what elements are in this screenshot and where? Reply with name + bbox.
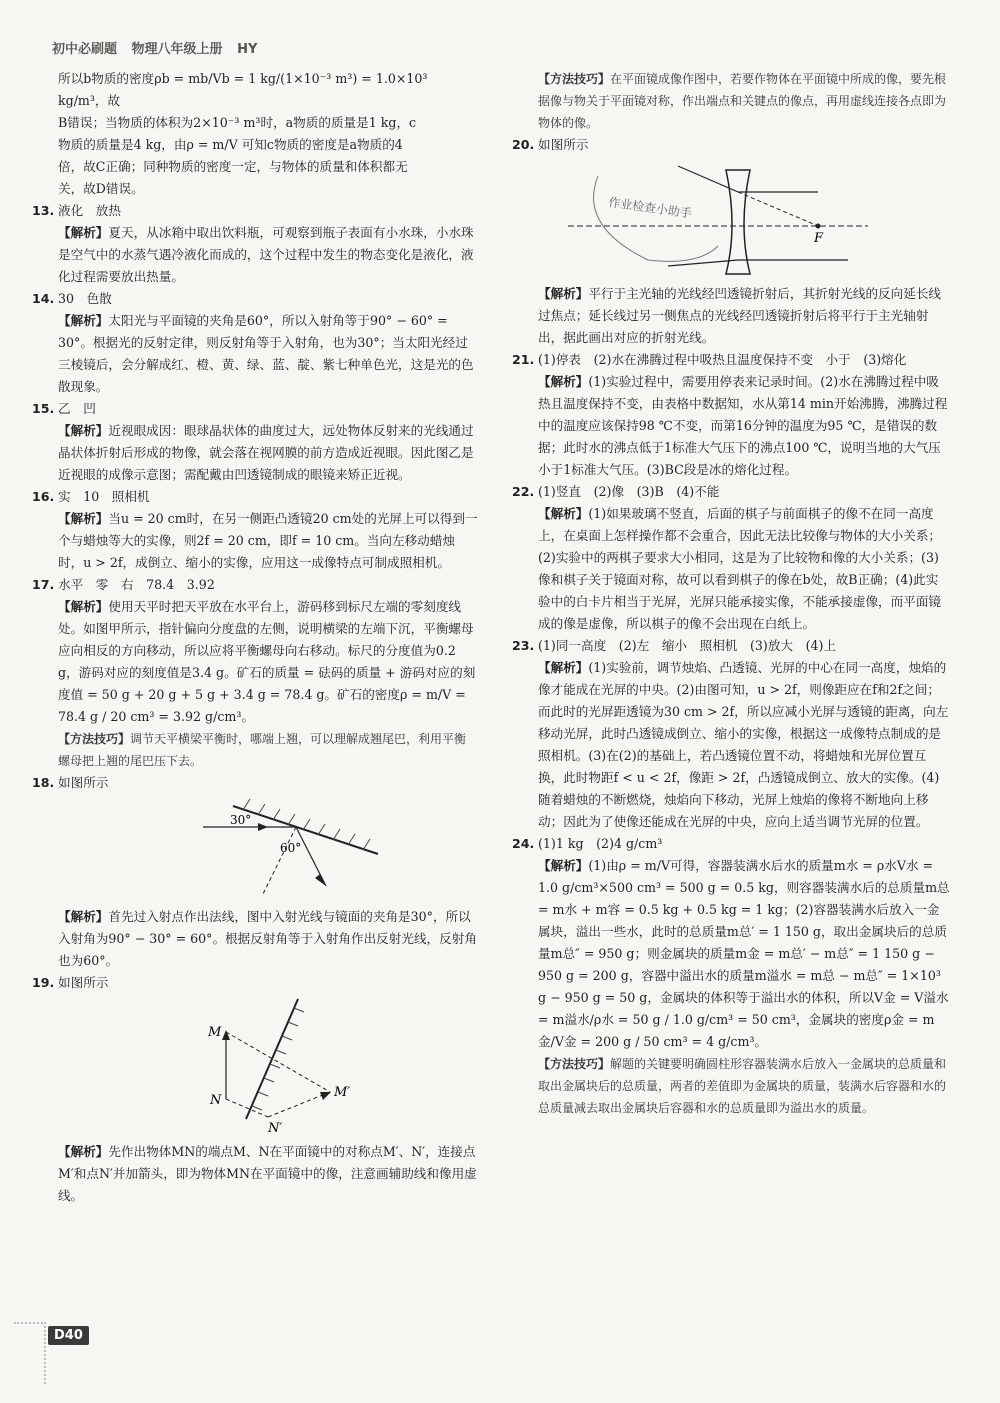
analysis-tag: 【解析】 (58, 313, 109, 328)
question-23 (512, 635, 950, 833)
answer: 30 色散 (58, 291, 112, 306)
analysis-tag: 【解析】 (538, 374, 589, 389)
analysis-text: 先作出物体MN的端点M、N在平面镜中的对称点M′、N′，连接点M′和点N′并加箭头，即为物体MN在平面镜中的像，注意画辅助线和像用虚线。 (58, 1144, 477, 1203)
normal-line (263, 827, 296, 894)
corner-decoration (14, 1322, 46, 1384)
analysis-text: 太阳光与平面镜的夹角是60°，所以入射角等于90° − 60° = 30°。根据光的反射定律，则反射角等于入射角，也为30°；当太阳光经过三棱镜后，会分解成红、橙、黄、绿、蓝、靛、紫七种单色光，这是光的色散现象。 (58, 313, 474, 394)
text-line: 关，故D错误。 (58, 181, 144, 196)
answer: (1)竖直 (2)像 (3)B (4)不能 (538, 484, 720, 499)
focus-point (816, 224, 821, 229)
answer: 如图所示 (58, 975, 109, 990)
analysis-text: 首先过入射点作出法线，图中入射光线与镜面的夹角是30°，所以入射角为90° − 30° = 60°。根据反射角等于入射角作出反射光线，反射角也为60°。 (58, 909, 477, 968)
analysis-tag: 【解析】 (538, 660, 589, 675)
method-tip-text: 在平面镜成像作图中，若要作物体在平面镜中所成的像，要先根据像与物关于平面镜对称，作出端点和关键点的像点，再用虚线连接各点即为物体的像。 (538, 72, 947, 130)
question-number: 18. (32, 775, 55, 790)
answer: 如图所示 (58, 775, 109, 790)
q19-method-tip (538, 68, 950, 134)
book-edition: HY (237, 42, 258, 57)
image-mn (268, 1092, 330, 1117)
concave-lens (726, 170, 750, 274)
method-tip-tag: 【方法技巧】 (58, 732, 131, 746)
angle-60-label: 60° (280, 841, 302, 855)
ray-extension (738, 192, 818, 226)
angle-30-label: 30° (230, 813, 252, 827)
analysis-text: (1)如果玻璃不竖直，后面的棋子与前面棋子的像不在同一高度上，在桌面上怎样操作都不会重合，因此无法比较像与物体的大小关系；(2)实验中的两棋子要求大小相同，这是为了比较物和像的大小关系；(3)像和棋子关于镜面对称，故可以看到棋子的像在b处，故B正确；(4)此实验中的白卡片相当于光屏，光屏只能承接实像，不能承接虚像，而平面镜成的像是虚像，所以棋子的像不会出现在白纸上。 (538, 506, 941, 631)
label-f: F (814, 231, 824, 246)
question-number: 16. (32, 489, 55, 504)
answer: (1)1 kg (2)4 g/cm³ (538, 836, 663, 851)
analysis-text: (1)实验前，调节烛焰、凸透镜、光屏的中心在同一高度，烛焰的像才能成在光屏的中央。(2)由图可知，u > 2f，则像距应在f和2f之间；而此时的光屏距透镜为30 cm > 2f，所以应减小光屏与透镜的距离，向左移动光屏，此时凸透镜成倒立、缩小的实像，根据这一成像特点制成的是照相机。(3)在(2)的基础上，若凸透镜位置不动，将蜡烛和光屏位置互换，此时物距f < u < 2f，像距 > 2f，凸透镜成倒立、放大的实像。(4)随着蜡烛的不断燃烧，烛焰向下移动，光屏上烛焰的像将不断地向上移动；因此为了使像还能成在光屏的中央，应向上适当调节光屏的位置。 (538, 660, 949, 829)
q12-continuation (58, 68, 478, 200)
analysis-tag: 【解析】 (58, 909, 109, 924)
answer: 水平 零 右 78.4 3.92 (58, 577, 215, 592)
page-header (52, 38, 267, 57)
question-15 (32, 398, 478, 486)
text-line: 倍，故C正确；同种物质的密度一定，与物体的质量和体积都无 (58, 159, 408, 174)
plane-mirror-diagram (58, 994, 478, 1134)
analysis-text: 平行于主光轴的光线经凹透镜折射后，其折射光线的反向延长线过焦点；延长线过另一侧焦点的光线经凹透镜折射后将平行于主光轴射出，据此画出对应的折射光线。 (538, 286, 941, 345)
question-20 (512, 134, 950, 349)
question-number: 14. (32, 291, 55, 306)
answer: (1)停表 (2)水在沸腾过程中吸热且温度保持不变 小于 (3)熔化 (538, 352, 907, 367)
answer: 实 10 照相机 (58, 489, 150, 504)
answer: 液化 放热 (58, 203, 121, 218)
analysis-tag: 【解析】 (58, 511, 109, 526)
analysis-text: 当u = 20 cm时，在另一侧距凸透镜20 cm处的光屏上可以得到一个与蜡烛等大的实像，则2f = 20 cm，即f = 10 cm。当向左移动蜡烛时，u > 2f，成倒立、缩小的实像，应用这一成像特点可制成照相机。 (58, 511, 478, 570)
question-number: 24. (512, 836, 535, 851)
question-13 (32, 200, 478, 288)
question-22 (512, 481, 950, 635)
question-number: 21. (512, 352, 535, 367)
answer: (1)同一高度 (2)左 缩小 照相机 (3)放大 (4)上 (538, 638, 837, 653)
method-tip-text: 解题的关键要明确圆柱形容器装满水后放入一金属块的总质量和取出金属块后的总质量，两者的差值即为金属块的质量，装满水后容器和水的总质量减去取出金属块后容器和水的总质量即为溢出水的质量。 (538, 1057, 947, 1115)
page-number: D40 (48, 1326, 89, 1345)
concave-lens-diagram (538, 156, 950, 276)
reflection-diagram (58, 794, 478, 899)
question-number: 15. (32, 401, 55, 416)
analysis-tag: 【解析】 (58, 599, 109, 614)
analysis-text: (1)实验过程中，需要用停表来记录时间。(2)水在沸腾过程中吸热且温度保持不变，由表格中数据知，水从第14 min开始沸腾，沸腾过程中的温度应该保持98 ℃不变，而第16分钟的温度为95 ℃，是错误的数据；此时水的沸点低于1标准大气压下的沸点100 ℃，说明当地的大气压小于1标准大气压。(3)BC段是冰的熔化过程。 (538, 374, 948, 477)
left-column (32, 68, 478, 1207)
analysis-text: 夏天，从冰箱中取出饮料瓶，可观察到瓶子表面有小水珠，小水珠是空气中的水蒸气遇冷液化而成的，这个过程中发生的物态变化是液化，液化过程需要放出热量。 (58, 225, 474, 284)
aux-line-m (226, 1032, 330, 1092)
question-18 (32, 772, 478, 972)
analysis-text: 近视眼成因：眼球晶状体的曲度过大，远处物体反射来的光线通过晶状体折射后形成的物像，就会落在视网膜的前方造成近视眼。因此图乙是近视眼的成像示意图；需配戴由凹透镜制成的眼镜来矫正近视。 (58, 423, 474, 482)
incident-arrow (258, 823, 268, 831)
analysis-tag: 【解析】 (58, 1144, 109, 1159)
book-subject: 物理八年级上册 (131, 42, 223, 57)
image-arrow (320, 1092, 331, 1100)
mirror-line (246, 999, 298, 1119)
label-m: M (208, 1025, 222, 1040)
text-line: 所以b物质的密度ρb = mb/Vb = 1 kg/(1×10⁻³ m³) = 1.0×10³ kg/m³，故 (58, 71, 428, 108)
answer: 如图所示 (538, 137, 589, 152)
book-title: 初中必刷题 (52, 42, 118, 57)
analysis-tag: 【解析】 (538, 506, 589, 521)
method-tip-text: 调节天平横梁平衡时，哪端上翘，可以理解成翘尾巴，利用平衡螺母把上翘的尾巴压下去。 (58, 732, 467, 768)
stamp-outline (594, 176, 718, 261)
answer: 乙 凹 (58, 401, 96, 416)
analysis-tag: 【解析】 (538, 286, 589, 301)
question-14 (32, 288, 478, 398)
text-line: 物质的质量是4 kg，由ρ = m/V 可知c物质的密度是a物质的4 (58, 137, 403, 152)
label-m-prime: M′ (334, 1085, 351, 1100)
text-line: B错误；当物质的体积为2×10⁻³ m³时，a物质的质量是1 kg，c (58, 115, 417, 130)
object-arrow (222, 1030, 230, 1040)
question-number: 13. (32, 203, 55, 218)
label-n-prime: N′ (268, 1121, 283, 1134)
reflected-arrow (315, 874, 326, 886)
method-tip-tag: 【方法技巧】 (538, 1057, 611, 1071)
mirror-hatching (243, 799, 370, 850)
analysis-text: (1)由ρ = m/V可得，容器装满水后水的质量m水 = ρ水V水 = 1.0 g/cm³×500 cm³ = 500 g = 0.5 kg，则容器装满水后的总质量m总 = m水 + m容 = 0.5 kg + 0.5 kg = 1 kg；(2)容器装满水后放入一金属块，溢出一些水，此时的总质量m总′ = 1 150 g，取出金属块后的总质量m总″ = 950 g；则金属块的质量m金 = m总′ − m总″ = 1 150 g − 950 g = 200 g，容器中溢出水的质量m溢水 = m总 − m总″ = 1×10³ g − 950 g = 50 g，金属块的体积等于溢出水的体积，所以V金 = V溢水 = m溢水/ρ水 = 50 g / 1.0 g/cm³ = 50 cm³，金属块的密度ρ金 = m金/V金 = 200 g / 50 cm³ = 4 g/cm³。 (538, 858, 950, 1049)
right-column (512, 68, 950, 1119)
analysis-tag: 【解析】 (58, 423, 109, 438)
label-n: N (210, 1093, 222, 1108)
question-number: 17. (32, 577, 55, 592)
method-tip-tag: 【方法技巧】 (538, 72, 611, 86)
mirror-hatching (252, 1008, 304, 1110)
question-21 (512, 349, 950, 481)
analysis-tag: 【解析】 (58, 225, 109, 240)
watermark-stamp-text: 作业检查小助手 (607, 195, 693, 221)
question-16 (32, 486, 478, 574)
question-24 (512, 833, 950, 1119)
analysis-text: 使用天平时把天平放在水平台上，游码移到标尺左端的零刻度线处。如图甲所示，指针偏向分度盘的左侧，说明横梁的左端下沉，平衡螺母应向相反的方向移动，所以应将平衡螺母向右移动。标尺的分度值为0.2 g，游码对应的刻度值是3.4 g。矿石的质量 = 砝码的质量 + 游码对应的刻度值 = 50 g + 20 g + 5 g + 3.4 g = 78.4 g。矿石的密度ρ = m/V = 78.4 g / 20 cm³ = 3.92 g/cm³。 (58, 599, 476, 724)
question-number: 22. (512, 484, 535, 499)
question-number: 23. (512, 638, 535, 653)
question-19 (32, 972, 478, 1207)
question-number: 19. (32, 975, 55, 990)
analysis-tag: 【解析】 (538, 858, 589, 873)
question-17 (32, 574, 478, 772)
question-number: 20. (512, 137, 535, 152)
